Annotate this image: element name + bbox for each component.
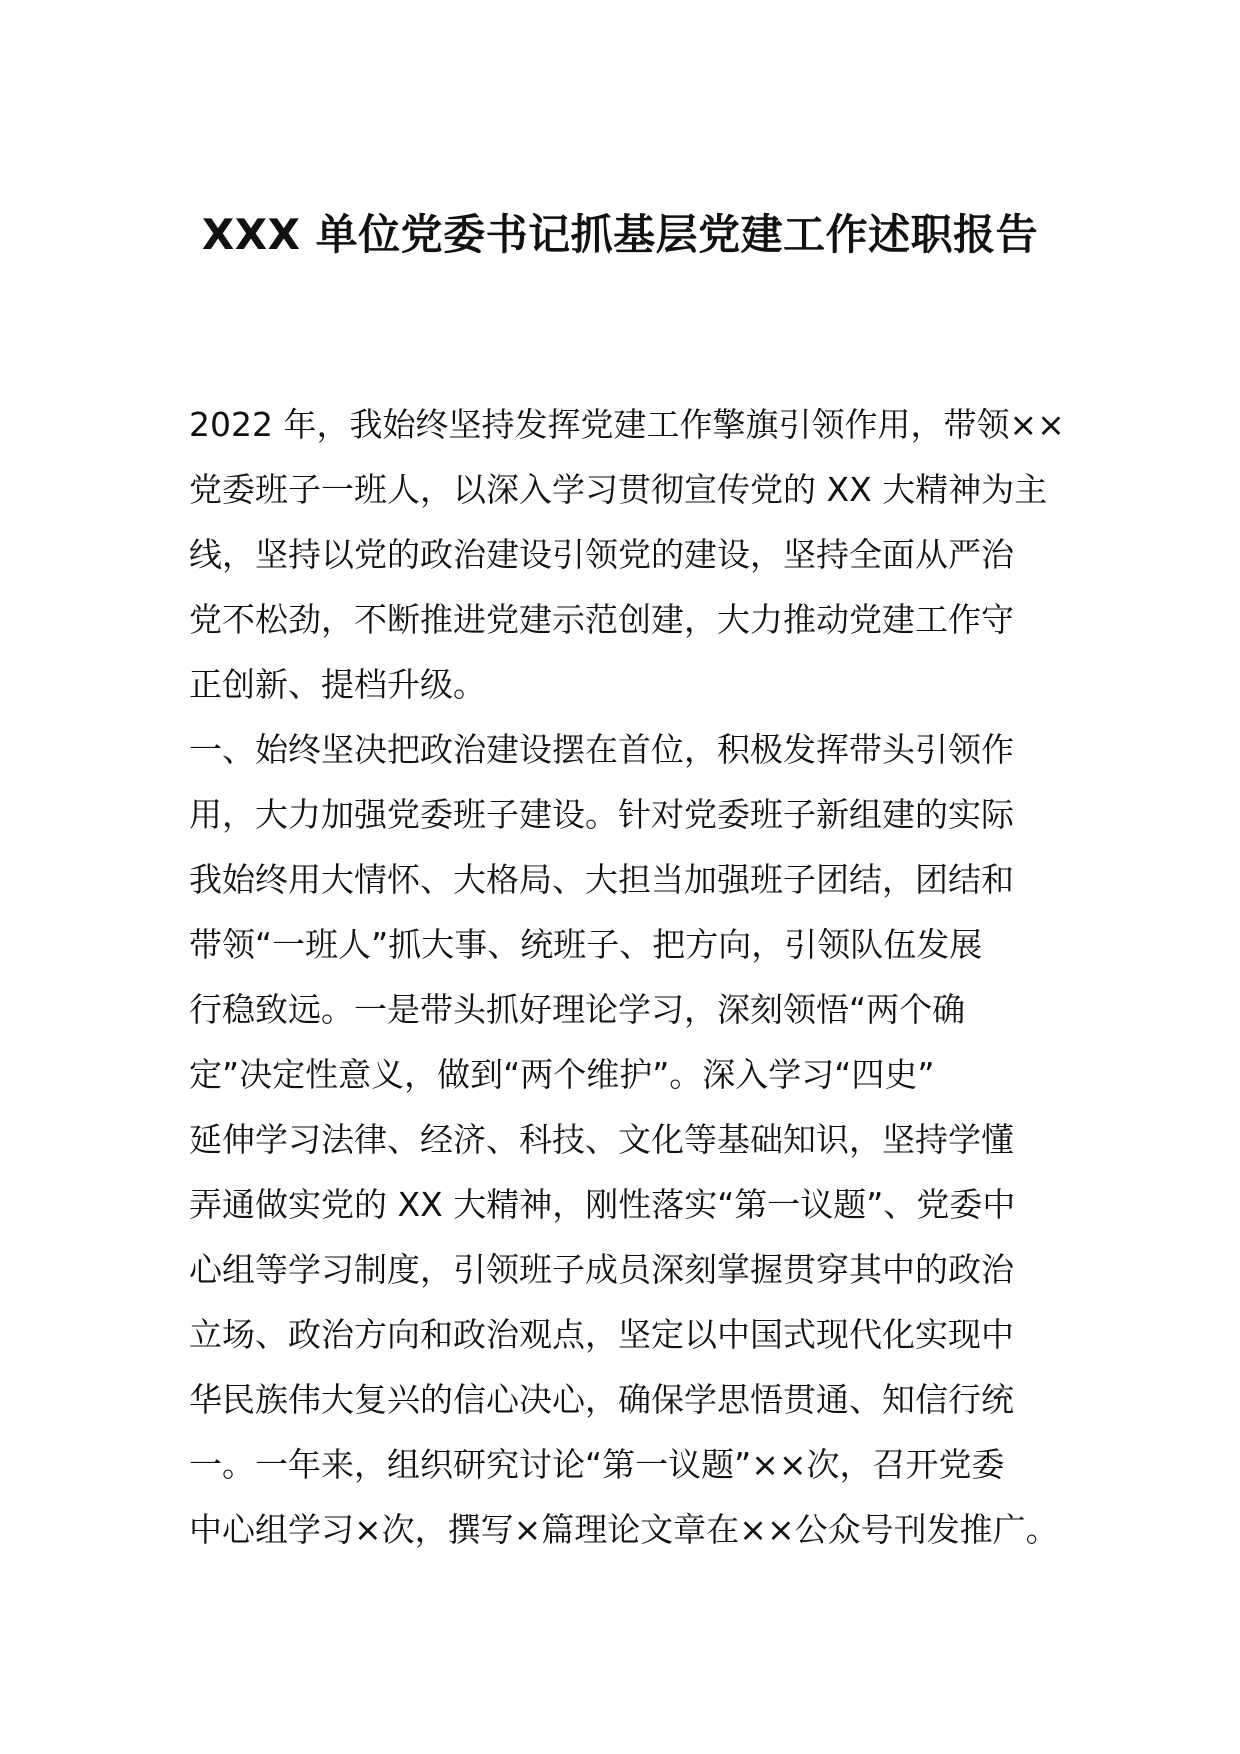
body-line: 行稳致远。一是带头抓好理论学习，深刻领悟“两个确 xyxy=(189,990,966,1029)
body-line: 中心组学习×次，撰写×篇理论文章在××公众号刊发推广。 xyxy=(189,1510,1059,1549)
body-line: 一、始终坚决把政治建设摆在首位，积极发挥带头引领作 xyxy=(189,730,1014,769)
body-line: 弄通做实党的 XX 大精神，刚性落实“第一议题”、党委中 xyxy=(189,1185,1016,1224)
body-line: 党不松劲，不断推进党建示范创建，大力推动党建工作守 xyxy=(189,600,1014,639)
document-body xyxy=(189,392,1065,1562)
body-line: 用，大力加强党委班子建设。针对党委班子新组建的实际 xyxy=(189,795,1014,834)
body-line: 一。一年来，组织研究讨论“第一议题”××次，召开党委 xyxy=(189,1445,1005,1484)
document-title: XXX 单位党委书记抓基层党建工作述职报告 xyxy=(201,210,1039,259)
body-line: 延伸学习法律、经济、科技、文化等基础知识，坚持学懂 xyxy=(189,1120,1014,1159)
body-line: 2022 年，我始终坚持发挥党建工作擎旗引领作用，带领×× xyxy=(189,405,1065,444)
body-line: 正创新、提档升级。 xyxy=(189,665,486,704)
body-line: 线，坚持以党的政治建设引领党的建设，坚持全面从严治 xyxy=(189,535,1014,574)
body-line: 定”决定性意义，做到“两个维护”。深入学习“四史” xyxy=(189,1055,935,1094)
body-line: 立场、政治方向和政治观点，坚定以中国式现代化实现中 xyxy=(189,1315,1014,1354)
body-line: 我始终用大情怀、大格局、大担当加强班子团结，团结和 xyxy=(189,860,1014,899)
body-line: 心组等学习制度，引领班子成员深刻掌握贯穿其中的政治 xyxy=(189,1250,1014,1289)
body-line: 带领“一班人”抓大事、统班子、把方向，引领队伍发展 xyxy=(189,925,983,964)
body-line: 党委班子一班人，以深入学习贯彻宣传党的 XX 大精神为主 xyxy=(189,470,1048,509)
body-line: 华民族伟大复兴的信心决心，确保学思悟贯通、知信行统 xyxy=(189,1380,1014,1419)
